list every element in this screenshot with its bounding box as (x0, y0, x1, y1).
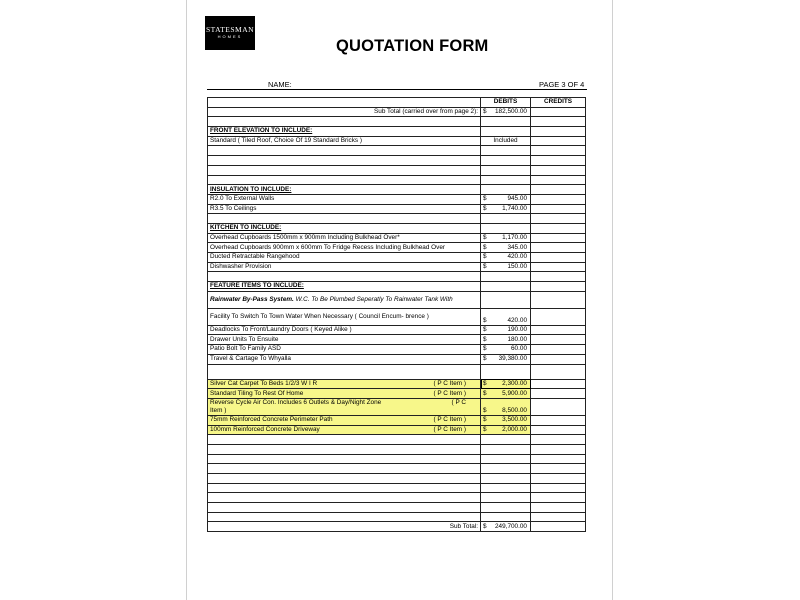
credits-header: CREDITS (531, 98, 586, 108)
name-label: NAME: (268, 80, 292, 89)
section-heading-row (208, 282, 586, 292)
rainwater-bold: Rainwater By-Pass System. (210, 295, 294, 303)
page-number: PAGE 3 OF 4 (539, 80, 585, 89)
section-heading-row (208, 185, 586, 195)
table-row: Overhead Cupboards 1500mm x 900mm Including Bulkhead Over* $ 1,170.00 (208, 233, 586, 243)
subtotal-carried-label: Sub Total (carried over from page 2): (208, 107, 481, 117)
quotation-table (207, 97, 586, 532)
pc-item-row: Standard Tiling To Rest Of Home ( P C Item ) $ 5,900.00 (208, 389, 586, 399)
subtotal-carried-row: Sub Total (carried over from page 2): $ 182,500.00 (208, 107, 586, 117)
table-row: Standard ( Tiled Roof, Choice Of 19 Standard Bricks ) Included (208, 136, 586, 146)
table-row: Ducted Retractable Rangehood $ 420.00 (208, 253, 586, 263)
table-row: Travel & Cartage To Whyalla $ 39,380.00 (208, 354, 586, 364)
section-heading-row (208, 223, 586, 233)
subtotal-final-amount: 249,700.00 (495, 522, 527, 530)
section-heading: KITCHEN TO INCLUDE: (208, 223, 481, 233)
table-row: R3.5 To Ceilings $ 1,740.00 (208, 204, 586, 214)
debits-header: DEBITS (481, 98, 531, 108)
pc-item-row: Silver Cat Carpet To Beds 1/2/3 W I R ( P C Item ) $ 2,300.00 (208, 379, 586, 389)
section-heading: INSULATION TO INCLUDE: (208, 185, 481, 195)
table-row (208, 291, 586, 308)
table-row: R2.0 To External Walls $ 945.00 (208, 194, 586, 204)
section-heading: FEATURE ITEMS TO INCLUDE: (208, 282, 481, 292)
section-heading-row (208, 127, 586, 137)
header-rule (207, 89, 587, 90)
rainwater-rest: W.C. To Be Plumbed Seperatly To Rainwater Tank With (293, 295, 453, 303)
table-row: Overhead Cupboards 900mm x 600mm To Fridge Recess Including Bulkhead Over $ 345.00 (208, 243, 586, 253)
pc-item-row: Reverse Cycle Air Con. Includes 6 Outlets & Day/Night Zone ( P C Item ) $ 8,500.00 (208, 398, 586, 415)
table-header-row (208, 98, 586, 108)
table-row: Dishwasher Provision $ 150.00 (208, 262, 586, 272)
table-row: Drawer Units To Ensuite $ 180.00 (208, 335, 586, 345)
logo-subtext: HOMES (217, 34, 243, 39)
included-value: Included (493, 137, 518, 145)
subtotal-final-row: Sub Total: $ 249,700.00 (208, 522, 586, 532)
section-heading: FRONT ELEVATION TO INCLUDE: (208, 127, 481, 137)
table-row: Deadlocks To Front/Laundry Doors ( Keyed Alike ) $ 190.00 (208, 325, 586, 335)
table-row: Patio Bolt To Family ASD $ 60.00 (208, 345, 586, 355)
logo-text: STATESMAN (205, 25, 255, 34)
statesman-logo (205, 16, 255, 50)
table-row: Facility To Switch To Town Water When Necessary ( Council Encum- brence ) $ 420.00 (208, 308, 586, 325)
pc-item-row: 75mm Reinforced Concrete Perimeter Path ( P C Item ) $ 3,500.00 (208, 415, 586, 425)
form-title: QUOTATION FORM (336, 37, 489, 55)
pc-item-row: 100mm Reinforced Concrete Driveway ( P C Item ) $ 2,000.00 (208, 425, 586, 435)
subtotal-final-label: Sub Total: (208, 522, 481, 532)
subtotal-carried-amount: 182,500.00 (495, 108, 527, 116)
